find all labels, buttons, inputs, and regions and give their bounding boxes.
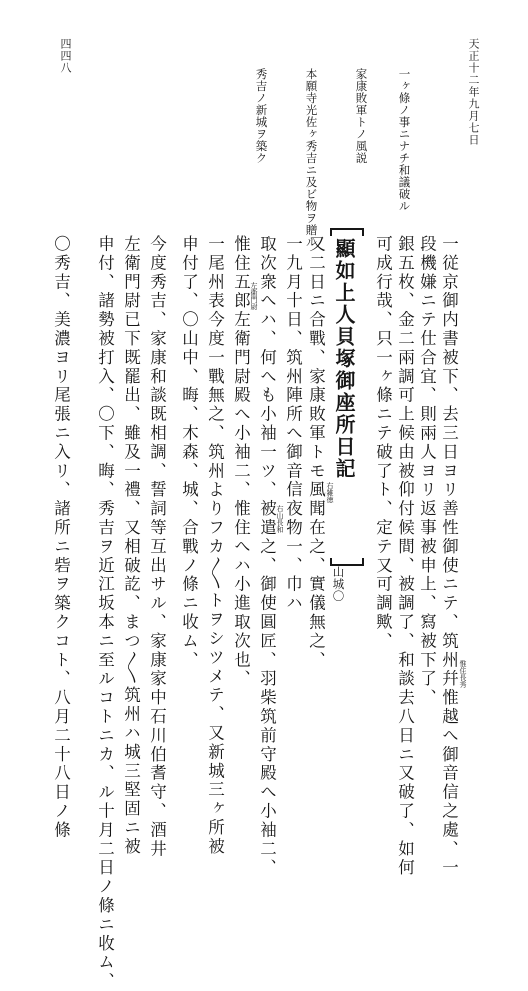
text-line: 申付了、〇山中、晦、木森、城、合戰ノ條ニ收ム、 bbox=[179, 235, 199, 670]
ruby-annotation: 左衞門尉 bbox=[250, 282, 258, 310]
text-line: 申付、諸勢被打入、〇下、晦、秀吉ヲ近江坂本ニ至ルコトニカ、ル十月二日ノ條ニ收ム、 bbox=[95, 235, 115, 991]
text-line: 〇秀吉、美濃ヨリ尾張ニ入リ、諸所ニ砦ヲ築クコト、八月二十八日ノ條 bbox=[51, 235, 71, 840]
page-number: 四四八 bbox=[59, 38, 72, 74]
text-line: 取次衆へハ、何へも小袖一ツ、被遣之、御使圓匠、羽柴筑前守殿へ小袖二、 bbox=[257, 235, 277, 878]
text-line: 一尾州表今度一戰無之、筑州よりフカ〳〵トヲシツメテ、又新城三ヶ所被 bbox=[205, 235, 225, 857]
text-line: 左衛門尉已下既罷出、雖及一禮、又相破訖、まつ〳〵筑州ハ城三堅固ニ被 bbox=[121, 235, 141, 857]
margin-note: 家康敗軍トノ風説 bbox=[354, 68, 369, 164]
margin-note: 本願寺光佐ヶ秀吉ニ及ビ物ヲ贈ル bbox=[304, 68, 319, 248]
ruby-annotation: 惟住長秀 bbox=[459, 660, 467, 688]
text-line: 又二日ニ合戰、家康敗軍トモ風聞在之、實儀無之、 bbox=[306, 235, 326, 670]
ruby-annotation: 右山長和 bbox=[276, 505, 284, 533]
section-heading: 顯如上人貝塚御座所日記 bbox=[332, 238, 356, 480]
margin-note: 秀吉ノ新城ヲ築ク bbox=[254, 68, 269, 164]
text-line: 一従京御内書被下、去三日ヨリ善性御使ニテ、筑州幷惟越へ御音信之處、一 bbox=[439, 235, 459, 878]
text-line: 惟住五郎左衛門尉殿へ小袖二、惟住へハ小進取次也、 bbox=[231, 235, 251, 689]
heading-bracket-top bbox=[330, 228, 364, 236]
heading-bracket-bottom bbox=[330, 558, 364, 566]
text-line: 段機嫌ニテ仕合宜、則兩人ヨリ返事被申上、寫被下了、 bbox=[417, 235, 437, 708]
ruby-annotation: 右雑徳 bbox=[326, 482, 334, 503]
text-line: 銀五枚、金二兩調可上候由被仰付候間、被調了、和談去八日ニ又破了、如何 bbox=[395, 235, 415, 878]
text-line: 今度秀吉、家康和談既相調、誓詞等互出サル、家康家中石川伯耆守、酒井 bbox=[147, 235, 167, 859]
margin-note: 一ヶ條ノ事ニナチ和議破ル bbox=[397, 68, 412, 212]
text-line: 一九月十日、筑州陣所へ御音信夜物一、巾ハ bbox=[283, 235, 303, 613]
heading-note: 山城〇 bbox=[331, 566, 346, 602]
running-title: 天正十二年九月七日 bbox=[467, 38, 480, 146]
text-line: 可成行哉、只一ヶ條ニテ破了ト、定テ又可調歟、 bbox=[373, 235, 393, 651]
